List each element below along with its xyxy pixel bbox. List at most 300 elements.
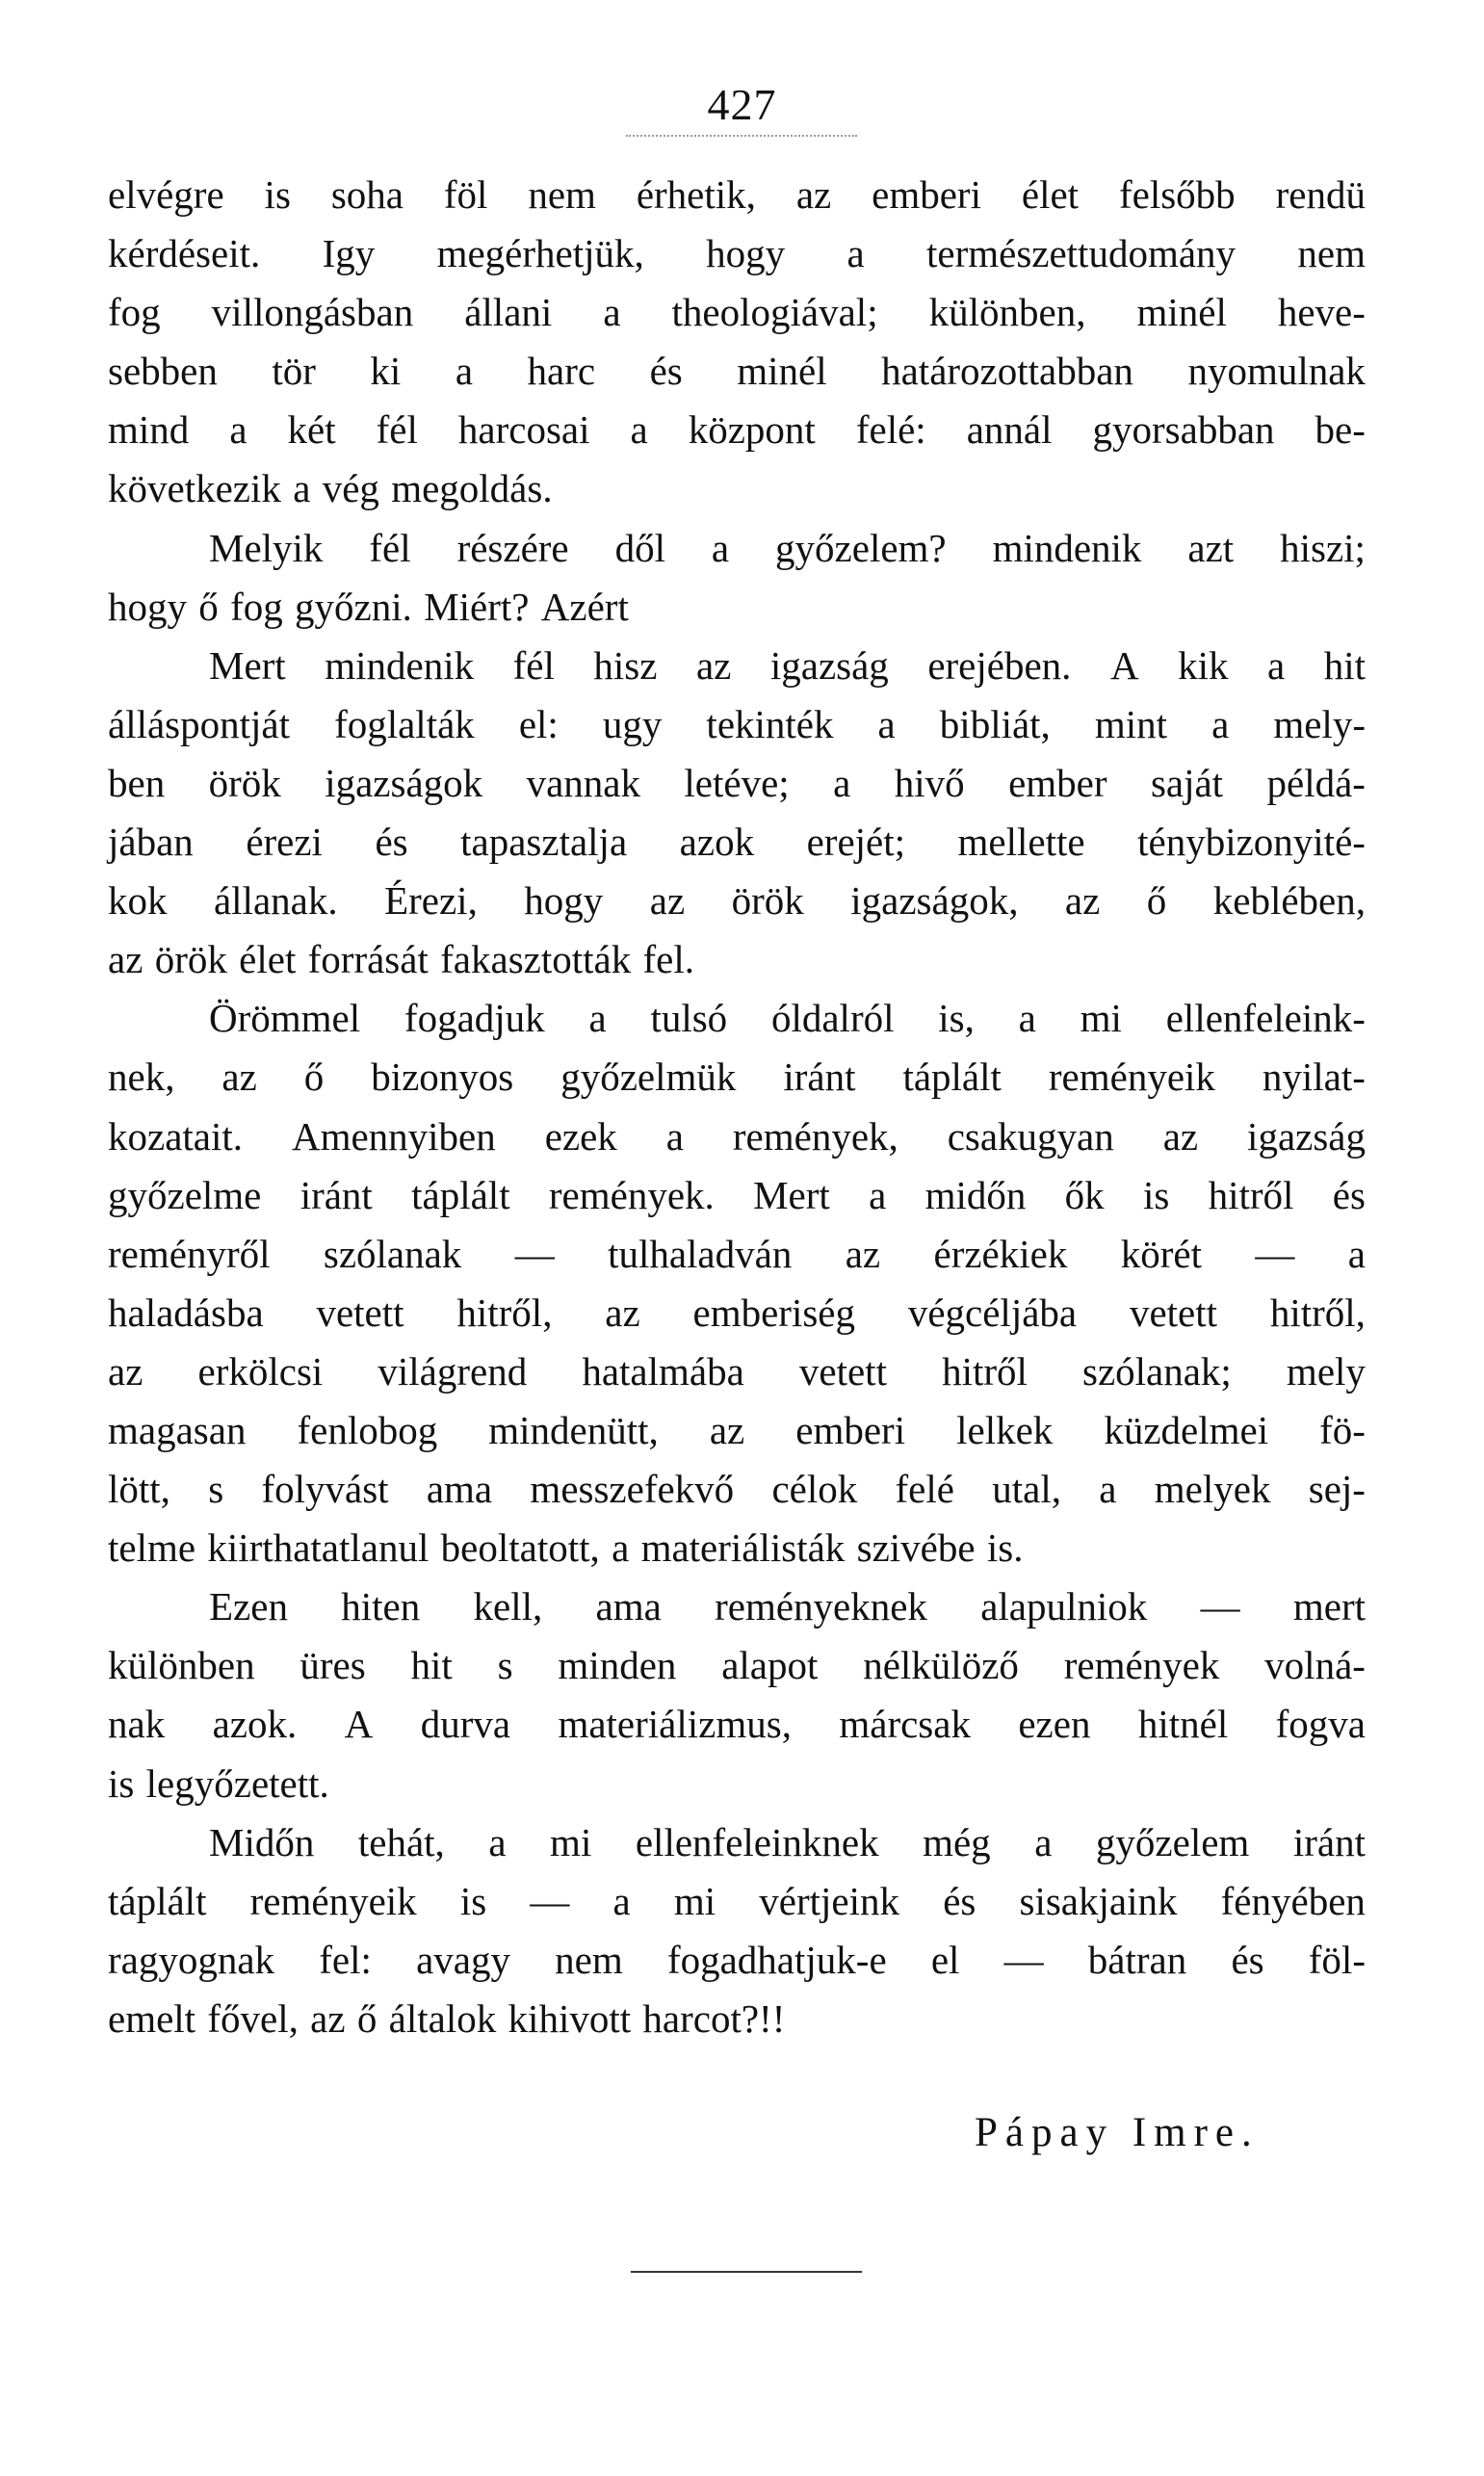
text-line — [108, 1225, 1366, 1284]
word: a — [1347, 1231, 1366, 1276]
word: kok — [108, 878, 168, 924]
word: általok — [388, 1995, 497, 2041]
word: azt — [1187, 525, 1235, 570]
word: bibliát, — [939, 701, 1051, 746]
word: fö- — [1319, 1407, 1366, 1452]
word: az — [845, 1231, 881, 1276]
word: az — [221, 1055, 257, 1100]
word: annál — [966, 407, 1053, 453]
word: foglalták — [334, 701, 475, 746]
word: vetett — [798, 1348, 887, 1394]
word: márcsak — [839, 1702, 971, 1747]
word: beoltatott, — [440, 1525, 600, 1571]
word: Miért? — [424, 584, 530, 629]
word: győzelem? — [775, 525, 947, 570]
word: harcot?!! — [642, 1995, 786, 2041]
word: és — [375, 820, 408, 865]
word: s — [497, 1643, 513, 1688]
text-line — [108, 930, 1366, 989]
word: a — [869, 1172, 887, 1217]
word: érezi — [246, 820, 323, 865]
word: melyek — [1154, 1467, 1271, 1512]
word: az — [649, 878, 686, 924]
word: minden — [558, 1643, 677, 1688]
word: határozottabban — [881, 349, 1133, 394]
text-line — [108, 1166, 1366, 1225]
word: letéve; — [684, 760, 790, 805]
word: fogadhatjuk-e — [666, 1937, 887, 1982]
word: magasan — [108, 1407, 247, 1452]
word: erejében. — [927, 642, 1072, 688]
word: remények, — [732, 1113, 898, 1159]
word: mi — [673, 1878, 716, 1923]
word: mely — [1286, 1348, 1366, 1394]
text-line — [108, 1695, 1366, 1754]
word: hogy — [524, 878, 604, 924]
word: mind — [108, 407, 190, 453]
word: megérhetjük, — [436, 231, 644, 276]
text-line — [108, 283, 1366, 342]
word: emberiség — [692, 1290, 855, 1335]
word: azok — [679, 820, 755, 865]
word: messzefekvő — [530, 1467, 735, 1512]
word: élet — [239, 937, 297, 982]
text-line — [108, 637, 1366, 695]
word: iránt — [1292, 1819, 1366, 1864]
word: hitről, — [1269, 1290, 1366, 1335]
word: tulhaladván — [608, 1231, 793, 1276]
word: Igy — [322, 231, 376, 276]
word: fél — [512, 642, 555, 688]
word: hitről — [1208, 1172, 1294, 1217]
word: ugy — [602, 701, 663, 746]
word: az — [1162, 1113, 1199, 1159]
word: fog — [108, 290, 161, 335]
word: erkölcsi — [197, 1348, 324, 1394]
word: az — [108, 937, 143, 982]
text-line — [108, 989, 1366, 1048]
word: ő — [198, 584, 219, 629]
word: ők — [1064, 1172, 1105, 1217]
word: reményeik — [249, 1878, 417, 1923]
word: ama — [426, 1467, 493, 1512]
text-line — [108, 1048, 1366, 1107]
word: hisz — [593, 642, 658, 688]
word: iránt — [783, 1055, 856, 1100]
word: hitről — [942, 1348, 1028, 1394]
word: táplált — [902, 1055, 1002, 1100]
word: üres — [299, 1643, 366, 1688]
word: a — [846, 231, 865, 276]
word: a — [603, 290, 621, 335]
word: mindenütt, — [488, 1407, 659, 1452]
word: ben — [108, 760, 166, 805]
word: mindenik — [325, 642, 475, 688]
word: harc — [527, 349, 596, 394]
word: sebben — [108, 349, 218, 394]
word: mely- — [1273, 701, 1366, 746]
word: ellenfeleink- — [1165, 996, 1366, 1041]
word: örök — [208, 760, 281, 805]
text-line — [108, 1401, 1366, 1460]
word: a — [711, 525, 730, 570]
word: ténybizonyité- — [1137, 820, 1366, 865]
word: nem — [528, 172, 596, 217]
word: a — [665, 1113, 684, 1159]
word: theologiával; — [671, 290, 878, 335]
word: fogadjuk — [404, 996, 545, 1041]
word: mi — [550, 1819, 592, 1864]
word: fenlobog — [297, 1407, 438, 1452]
word: az — [709, 1407, 745, 1452]
word: az — [795, 172, 832, 217]
word: — — [1003, 1937, 1044, 1982]
word: kik — [1178, 642, 1229, 688]
word: fel. — [642, 937, 695, 982]
word: hiten — [341, 1584, 421, 1629]
word: folyvást — [261, 1467, 389, 1512]
word: óldalról — [770, 996, 895, 1041]
word: nak — [108, 1702, 166, 1747]
word: tekinték — [706, 701, 834, 746]
end-rule — [631, 2271, 862, 2273]
word: Örömmel — [209, 996, 361, 1041]
word: mindenik — [992, 525, 1142, 570]
word: — — [1200, 1584, 1240, 1629]
word: érhetik, — [636, 172, 756, 217]
word: rendü — [1275, 172, 1366, 217]
word: és — [1231, 1937, 1264, 1982]
word: s — [208, 1467, 224, 1512]
word: központ — [688, 407, 816, 453]
word: heve- — [1277, 290, 1366, 335]
word: mert — [1292, 1584, 1366, 1629]
word: nem — [1297, 231, 1366, 276]
word: és — [1332, 1172, 1366, 1217]
word: küzdelmei — [1104, 1407, 1269, 1452]
word: forrását — [307, 937, 429, 982]
word: alapot — [721, 1643, 819, 1688]
text-line — [108, 401, 1366, 459]
word: — — [514, 1231, 555, 1276]
word: mellette — [957, 820, 1085, 865]
word: az — [310, 1995, 346, 2041]
text-line — [108, 1284, 1366, 1342]
word: föl — [443, 172, 488, 217]
word: felé: — [855, 407, 926, 453]
word: tör — [272, 349, 316, 394]
word: hit — [410, 1643, 453, 1688]
text-line — [108, 342, 1366, 401]
word: igazságok — [325, 760, 483, 805]
word: ő — [303, 1055, 325, 1100]
word: példá- — [1266, 760, 1366, 805]
word: remények — [1063, 1643, 1220, 1688]
text-line — [108, 872, 1366, 930]
text-line — [108, 695, 1366, 754]
word: legyőzetett. — [145, 1760, 329, 1806]
word: durva — [420, 1702, 511, 1747]
word: szivébe — [856, 1525, 976, 1571]
word: harcosai — [457, 407, 590, 453]
word: a — [833, 760, 851, 805]
word: is — [108, 1760, 135, 1806]
word: a — [1018, 996, 1036, 1041]
text-line — [108, 1460, 1366, 1519]
word: a — [1266, 642, 1286, 688]
word: ezek — [544, 1113, 617, 1159]
word: materiálizmus, — [558, 1702, 792, 1747]
text-line — [108, 754, 1366, 813]
word: állanak. — [213, 878, 338, 924]
word: nélkülöző — [863, 1643, 1019, 1688]
word: tehát, — [357, 1819, 445, 1864]
word: bátran — [1087, 1937, 1187, 1982]
word: tulsó — [650, 996, 728, 1041]
word: érzékiek — [933, 1231, 1068, 1276]
word: hiszi; — [1280, 525, 1366, 570]
text-line — [108, 1872, 1366, 1931]
word: Mert — [209, 642, 286, 688]
word: is, — [938, 996, 975, 1041]
word: az — [695, 642, 732, 688]
word: utal, — [992, 1467, 1061, 1512]
word: táplált — [108, 1878, 207, 1923]
text-line — [108, 1108, 1366, 1166]
word: nyilat- — [1262, 1055, 1366, 1100]
word: vetett — [1129, 1290, 1218, 1335]
word: A — [344, 1702, 374, 1747]
word: azok. — [212, 1702, 298, 1747]
word: csakugyan — [947, 1113, 1114, 1159]
text-line — [108, 1519, 1366, 1577]
word: a — [1099, 1467, 1117, 1512]
word: emberi — [795, 1407, 906, 1452]
text-line — [108, 166, 1366, 224]
word: mi — [1080, 996, 1122, 1041]
word: is. — [986, 1525, 1024, 1571]
word: a — [455, 349, 474, 394]
word: megoldás. — [391, 466, 553, 511]
word: tapasztalja — [460, 820, 628, 865]
word: minél — [737, 349, 827, 394]
word: körét — [1120, 1231, 1202, 1276]
word: részére — [456, 525, 569, 570]
word: sej- — [1308, 1467, 1366, 1512]
word: emelt — [108, 1995, 196, 2041]
word: vég — [322, 466, 379, 511]
word: vértjeink — [759, 1878, 900, 1923]
word: bizonyos — [371, 1055, 514, 1100]
word: reményeik — [1048, 1055, 1215, 1100]
word: szólanak; — [1081, 1348, 1232, 1394]
word: hatalmába — [582, 1348, 744, 1394]
word: ő — [1146, 878, 1167, 924]
word: vetett — [316, 1290, 404, 1335]
text-line — [108, 1342, 1366, 1401]
word: — — [1255, 1231, 1295, 1276]
word: a — [1211, 701, 1230, 746]
word: vannak — [526, 760, 640, 805]
word: állani — [464, 290, 553, 335]
word: ezen — [1018, 1702, 1091, 1747]
word: fővel, — [207, 1995, 299, 2041]
author-signature: Pápay Imre. — [975, 2110, 1260, 2155]
word: alapulniok — [980, 1584, 1148, 1629]
word: örök — [731, 878, 804, 924]
word: igazságok, — [850, 878, 1019, 924]
word: sisakjaink — [1019, 1878, 1178, 1923]
page-number-underline — [626, 135, 857, 137]
word: az — [605, 1290, 640, 1335]
word: lelkek — [956, 1407, 1054, 1452]
word: soha — [330, 172, 404, 217]
word: nem — [555, 1937, 623, 1982]
word: kihivott — [508, 1995, 632, 2041]
word: fakasztották — [440, 937, 632, 982]
word: hogy — [706, 231, 786, 276]
text-line — [108, 1990, 1366, 2048]
word: mint — [1094, 701, 1168, 746]
text-line — [108, 1755, 1366, 1813]
word: két — [287, 407, 336, 453]
word: fog — [230, 584, 283, 629]
word: Midőn — [209, 1819, 315, 1864]
word: fogva — [1275, 1702, 1366, 1747]
word: ragyognak — [108, 1937, 275, 1982]
text-line — [108, 578, 1366, 637]
word: táplált — [411, 1172, 510, 1217]
word: kell, — [473, 1584, 543, 1629]
word: a — [877, 701, 896, 746]
word: Melyik — [209, 525, 324, 570]
word: Érezi, — [384, 878, 478, 924]
word: telme — [108, 1525, 196, 1571]
word: a — [293, 466, 311, 511]
word: élet — [1021, 172, 1080, 217]
word: Azért — [540, 584, 629, 629]
word: nyomulnak — [1187, 349, 1366, 394]
word: szólanak — [323, 1231, 462, 1276]
word: Ezen — [209, 1584, 288, 1629]
text-line — [108, 1931, 1366, 1990]
word: elvégre — [108, 172, 224, 217]
word: a — [488, 1819, 507, 1864]
word: ki — [370, 349, 402, 394]
word: felsőbb — [1118, 172, 1236, 217]
word: saját — [1150, 760, 1224, 805]
word: végcéljába — [907, 1290, 1078, 1335]
word: emberi — [872, 172, 981, 217]
word: be- — [1315, 407, 1366, 453]
body-text — [108, 166, 1366, 2048]
word: iránt — [299, 1172, 373, 1217]
word: különben, — [928, 290, 1086, 335]
word: kozatait. — [108, 1113, 244, 1159]
word: a — [630, 407, 648, 453]
word: következik — [108, 466, 281, 511]
word: győzelem — [1095, 1819, 1250, 1864]
word: fél — [369, 525, 411, 570]
word: világrend — [378, 1348, 528, 1394]
word: lött, — [108, 1467, 170, 1512]
word: különben — [108, 1643, 255, 1688]
word: igazság — [769, 642, 889, 688]
word: győzelmük — [560, 1055, 737, 1100]
word: álláspontját — [108, 701, 291, 746]
word: remények. — [548, 1172, 715, 1217]
word: győzni. — [295, 584, 412, 629]
word: materiálisták — [640, 1525, 846, 1571]
text-line — [108, 224, 1366, 283]
word: reményről — [108, 1231, 271, 1276]
word: keblében, — [1212, 878, 1366, 924]
word: célok — [771, 1467, 858, 1512]
word: örök — [154, 937, 227, 982]
word: Mert — [753, 1172, 830, 1217]
word: az — [108, 1348, 143, 1394]
word: midőn — [924, 1172, 1027, 1217]
word: reményeknek — [715, 1584, 927, 1629]
page-number: 427 — [707, 80, 777, 129]
word: el: — [518, 701, 559, 746]
word: minél — [1136, 290, 1227, 335]
word: hit — [1323, 642, 1366, 688]
word: és — [943, 1878, 976, 1923]
word: az — [1064, 878, 1101, 924]
word: erejét; — [806, 820, 906, 865]
word: hogy — [108, 584, 187, 629]
text-line — [108, 519, 1366, 578]
word: volná- — [1264, 1643, 1366, 1688]
word: nek, — [108, 1055, 175, 1100]
word: hivő — [894, 760, 965, 805]
word: a — [588, 996, 607, 1041]
text-line — [108, 459, 1366, 518]
word: a — [612, 1878, 631, 1923]
word: igazság — [1247, 1113, 1366, 1159]
text-line — [108, 1636, 1366, 1695]
word: fél — [376, 407, 418, 453]
word: a — [612, 1525, 630, 1571]
word: felé — [895, 1467, 954, 1512]
word: ellenfeleinknek — [635, 1819, 879, 1864]
word: Amennyiben — [291, 1113, 496, 1159]
word: természettudomány — [925, 231, 1237, 276]
word: kiirthatatlanul — [207, 1525, 430, 1571]
word: is — [1142, 1172, 1170, 1217]
word: fel: — [319, 1937, 372, 1982]
word: — — [530, 1878, 570, 1923]
word: dől — [614, 525, 665, 570]
word: A — [1109, 642, 1139, 688]
word: is — [264, 172, 291, 217]
word: föl- — [1308, 1937, 1366, 1982]
word: ő — [356, 1995, 378, 2041]
word: haladásba — [108, 1290, 264, 1335]
word: a — [1034, 1819, 1053, 1864]
word: villongásban — [211, 290, 414, 335]
word: győzelme — [108, 1172, 262, 1217]
text-line — [108, 1813, 1366, 1872]
word: is — [459, 1878, 487, 1923]
word: fényében — [1220, 1878, 1366, 1923]
word: gyorsabban — [1092, 407, 1275, 453]
text-line — [108, 813, 1366, 872]
word: kérdéseit. — [108, 231, 261, 276]
text-line — [108, 1577, 1366, 1636]
word: hitnél — [1137, 1702, 1229, 1747]
